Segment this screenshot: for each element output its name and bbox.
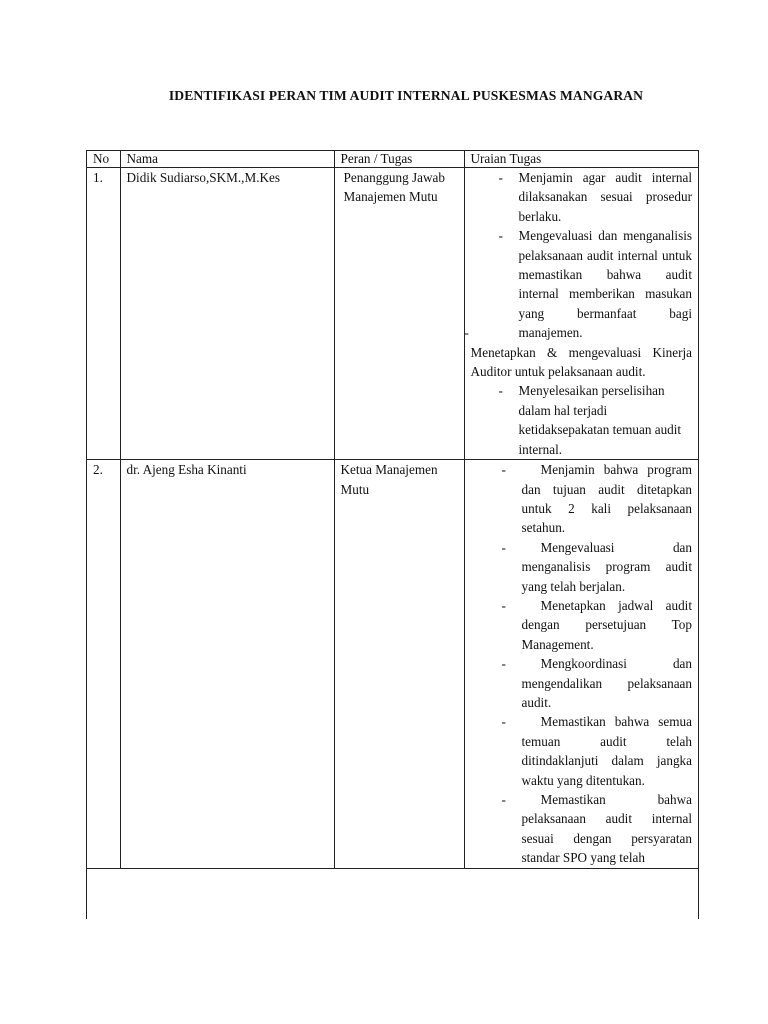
member-role: Penanggung Jawab Manajemen Mutu — [334, 168, 464, 460]
task-item: - Menjamin agar audit internal dilaksanakan sesuai prosedur berlaku. — [471, 168, 693, 226]
task-item: - Mengevaluasi dan menganalisis program audit yang telah berjalan. — [471, 538, 693, 596]
header-no: No — [87, 151, 120, 168]
member-name: Didik Sudiarso,SKM.,M.Kes — [120, 168, 334, 460]
header-nama: Nama — [120, 151, 334, 168]
task-description-cell — [464, 460, 698, 869]
task-list — [471, 168, 693, 459]
table-row — [87, 168, 698, 460]
table-row — [87, 460, 698, 869]
audit-team-table-container — [86, 150, 699, 919]
table-header-row — [87, 151, 698, 168]
task-item: - Memastikan bahwa pelaksanaan audit internal sesuai dengan persyaratan standar SPO yang telah — [471, 790, 693, 868]
task-item: - Menjamin bahwa program dan tujuan audit ditetapkan untuk 2 kali pelaksanaan setahun. — [471, 460, 693, 538]
task-item: - Mengkoordinasi dan mengendalikan pelaksanaan audit. — [471, 654, 693, 712]
row-number: 2. — [87, 460, 120, 869]
document-title: IDENTIFIKASI PERAN TIM AUDIT INTERNAL PUSKESMAS MANGARAN — [168, 88, 644, 103]
task-item: - Menyelesaikan perselisihan dalam hal terjadi ketidaksepakatan temuan audit internal. — [471, 381, 693, 459]
member-name: dr. Ajeng Esha Kinanti — [120, 460, 334, 869]
task-item: - Menetapkan & mengevaluasi Kinerja Auditor untuk pelaksanaan audit. — [471, 323, 693, 381]
task-item: - Menetapkan jadwal audit dengan persetujuan Top Management. — [471, 596, 693, 654]
member-role: Ketua Manajemen Mutu — [334, 460, 464, 869]
task-list — [471, 460, 693, 868]
row-number: 1. — [87, 168, 120, 460]
task-description-cell — [464, 168, 698, 460]
task-item: - Memastikan bahwa semua temuan audit telah ditindaklanjuti dalam jangka waktu yang ditentukan. — [471, 712, 693, 790]
task-item: - Mengevaluasi dan menganalisis pelaksanaan audit internal untuk memastikan bahwa audit internal memberikan masukan yang bermanfaat bagi manajemen. — [471, 226, 693, 342]
header-peran: Peran / Tugas — [334, 151, 464, 168]
audit-team-table — [87, 151, 698, 869]
header-uraian: Uraian Tugas — [464, 151, 698, 168]
